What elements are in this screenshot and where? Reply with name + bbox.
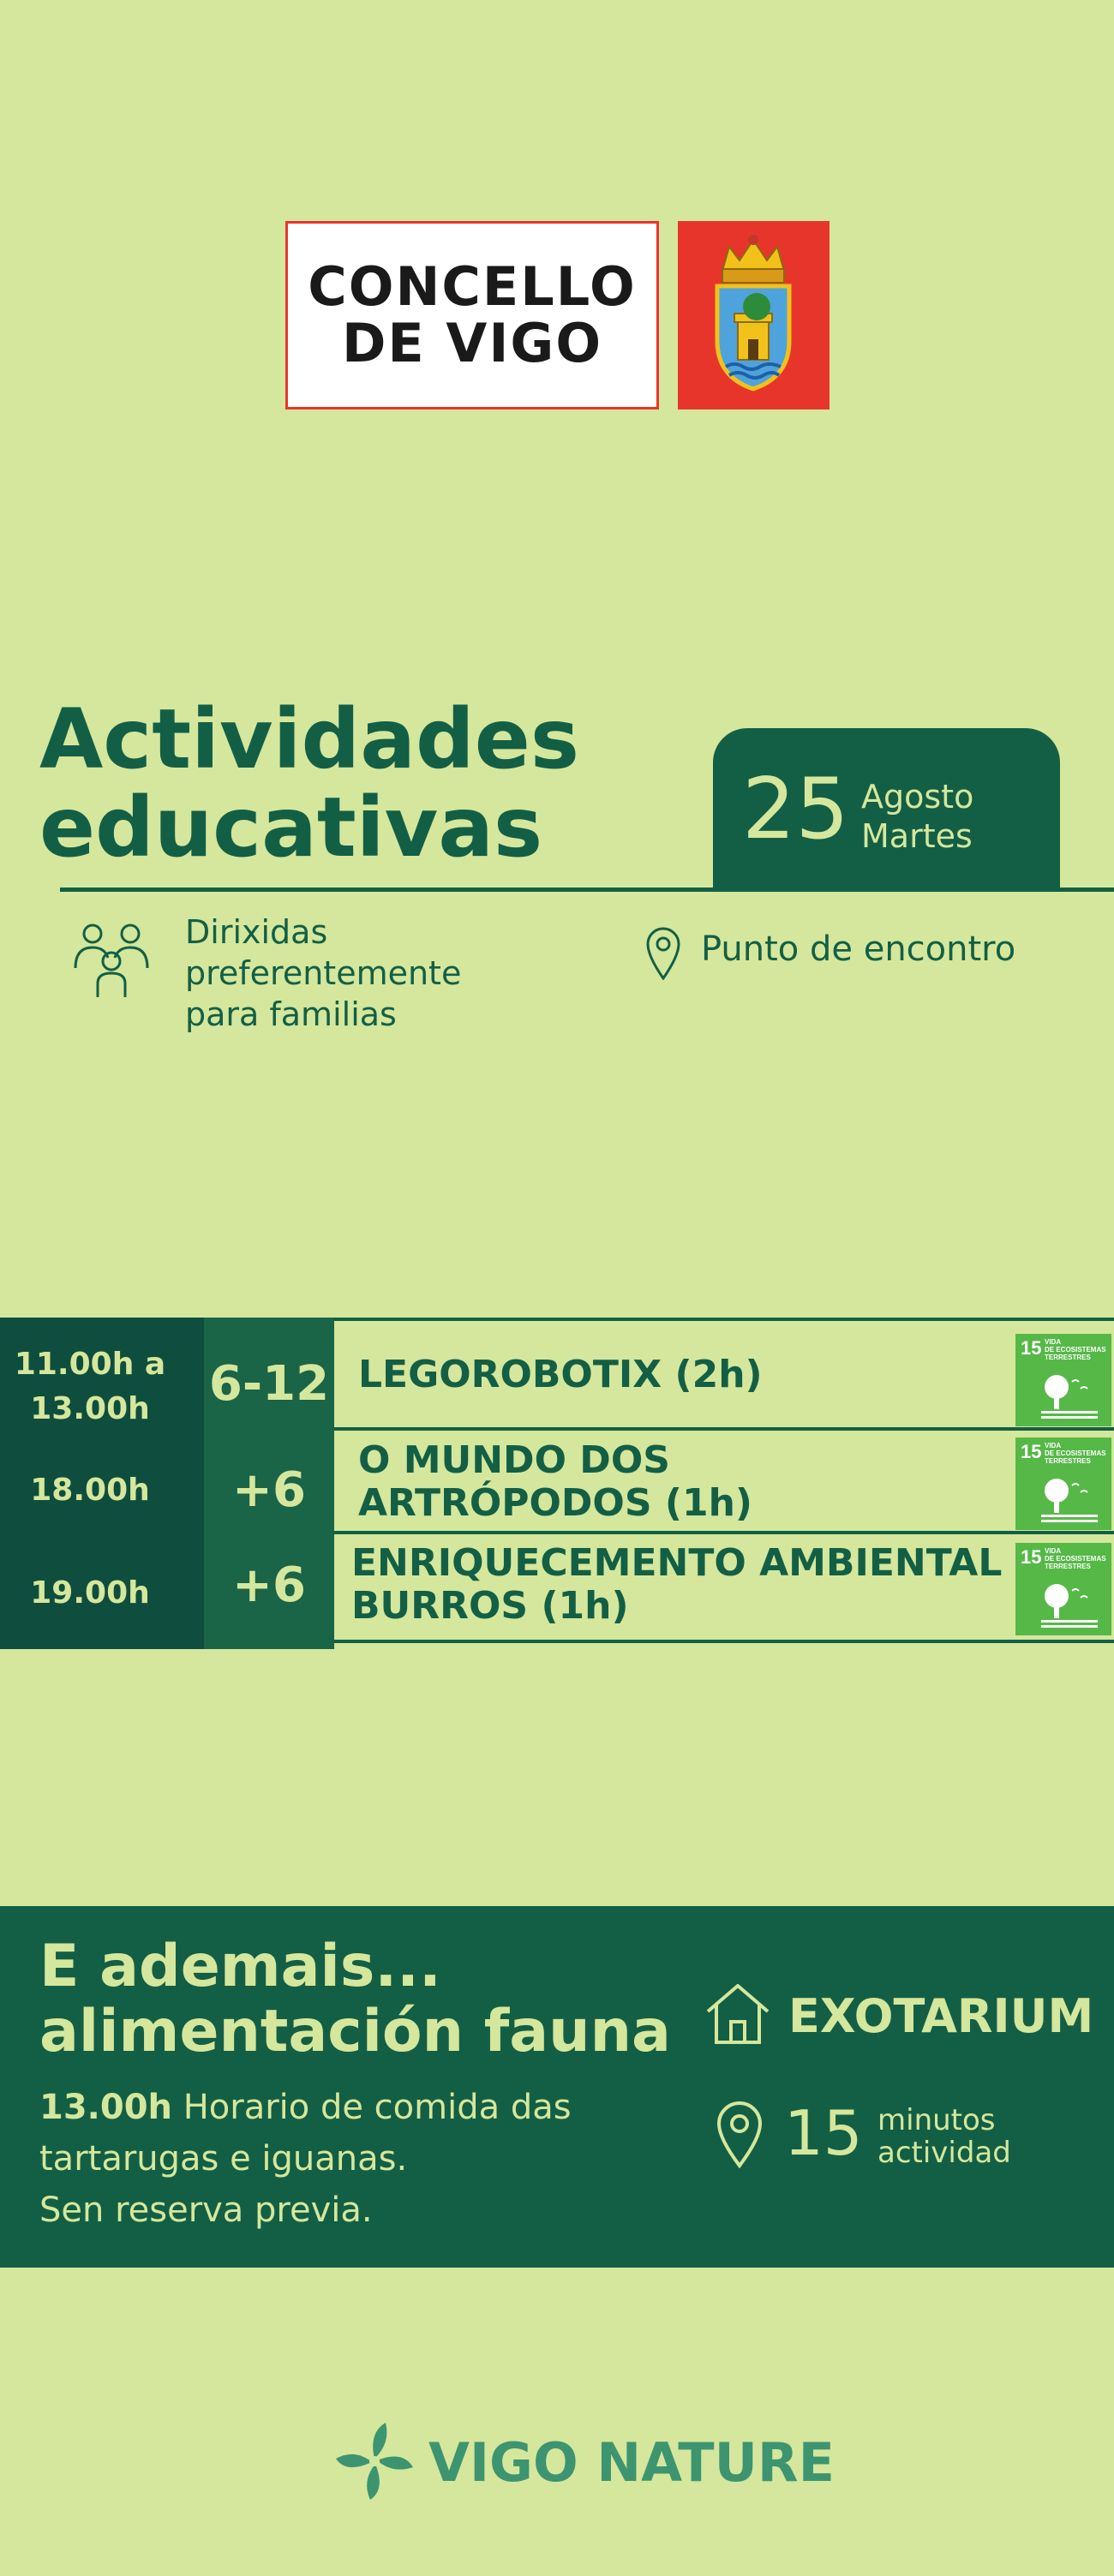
- duration-line-1: minutos: [877, 2103, 996, 2137]
- sdg-badge-graphic: [1015, 1437, 1111, 1530]
- sdg-text-1: VIDA: [1045, 1547, 1062, 1555]
- audience-line-2: preferentemente: [185, 954, 462, 992]
- sdg-text-2: DE ECOSISTEMAS: [1045, 1555, 1106, 1563]
- extra-text-3: Sen reserva previa.: [39, 2190, 373, 2230]
- extra-title-line-2: alimentación fauna: [39, 1998, 671, 2065]
- concello-line-2: DE VIGO: [341, 312, 603, 374]
- schedule-activity-1: LEGOROBOTIX (2h): [358, 1353, 763, 1396]
- title-divider: [60, 888, 1114, 892]
- schedule-row-divider: [334, 1318, 1114, 1321]
- sdg-number: 15: [1021, 1546, 1042, 1568]
- date-month: Agosto: [861, 778, 974, 816]
- sdg-number: 15: [1021, 1441, 1042, 1462]
- sdg-text-3: TERRESTRES: [1045, 1354, 1091, 1361]
- schedule-time-2: 18.00h: [30, 1473, 150, 1508]
- schedule-activity-3: ENRIQUECEMENTO AMBIENTAL BURROS (1h): [351, 1541, 1003, 1628]
- location-pin-icon: [644, 925, 682, 980]
- sdg-badge-graphic: [1015, 1334, 1111, 1426]
- date-day: 25: [742, 761, 849, 858]
- date-weekday: Martes: [861, 817, 973, 855]
- sdg-15-badge: [1015, 1543, 1111, 1635]
- concello-line-1: CONCELLO: [308, 255, 637, 318]
- title-line-2: educativas: [39, 780, 543, 876]
- sdg-text-1: VIDA: [1045, 1442, 1062, 1449]
- audience-line-3: para familias: [185, 995, 397, 1033]
- schedule-age-2: +6: [232, 1462, 306, 1518]
- family-icon: [72, 918, 151, 999]
- extra-title: [39, 1934, 671, 2065]
- schedule-row-divider: [334, 1640, 1114, 1643]
- house-icon: [704, 1981, 771, 2046]
- duration-line-2: actividad: [877, 2136, 1011, 2170]
- sdg-text-2: DE ECOSISTEMAS: [1045, 1346, 1106, 1354]
- sdg-text-1: VIDA: [1045, 1338, 1062, 1346]
- duration-text: [877, 2104, 1011, 2169]
- sdg-15-badge: [1015, 1437, 1111, 1530]
- title-line-1: Actividades: [39, 691, 579, 787]
- schedule-time-1: 11.00h a 13.00h: [14, 1347, 166, 1426]
- extra-title-line-1: E ademais...: [39, 1933, 441, 2000]
- schedule-time-3: 19.00h: [30, 1575, 150, 1611]
- sdg-number: 15: [1021, 1337, 1042, 1359]
- location-pin-icon: [714, 2099, 765, 2169]
- schedule-activity-2: O MUNDO DOS ARTRÓPODOS (1h): [358, 1438, 753, 1525]
- duration-number: 15: [784, 2097, 863, 2169]
- meeting-point: Punto de encontro: [701, 929, 1016, 969]
- coat-of-arms: [678, 221, 830, 409]
- audience-line-1: Dirixidas: [185, 913, 328, 951]
- coat-of-arms-icon: [678, 221, 830, 409]
- date-month-weekday: [861, 777, 973, 856]
- extra-time: 13.00h: [39, 2088, 172, 2127]
- schedule-row-divider: [334, 1427, 1114, 1431]
- leaf-logo-icon: [334, 2421, 415, 2500]
- sdg-15-badge: [1015, 1334, 1111, 1426]
- audience-text: [185, 911, 461, 1035]
- extra-text-2: tartarugas e iguanas.: [39, 2139, 408, 2179]
- page-title: [39, 691, 725, 876]
- vigo-nature-brand: VIGO NATURE: [428, 2431, 836, 2494]
- extra-place: EXOTARIUM: [788, 1989, 1094, 2043]
- schedule-age-1: 6-12: [208, 1356, 330, 1412]
- concello-logo: [285, 221, 659, 409]
- sdg-text-3: TERRESTRES: [1045, 1563, 1091, 1570]
- extra-description: [39, 2082, 572, 2236]
- schedule-row-divider: [334, 1531, 1114, 1534]
- sdg-badge-graphic: [1015, 1543, 1111, 1635]
- extra-text-1: Horario de comida das: [172, 2088, 572, 2127]
- sdg-text-3: TERRESTRES: [1045, 1457, 1091, 1465]
- schedule-age-3: +6: [232, 1557, 306, 1613]
- sdg-text-2: DE ECOSISTEMAS: [1045, 1449, 1106, 1457]
